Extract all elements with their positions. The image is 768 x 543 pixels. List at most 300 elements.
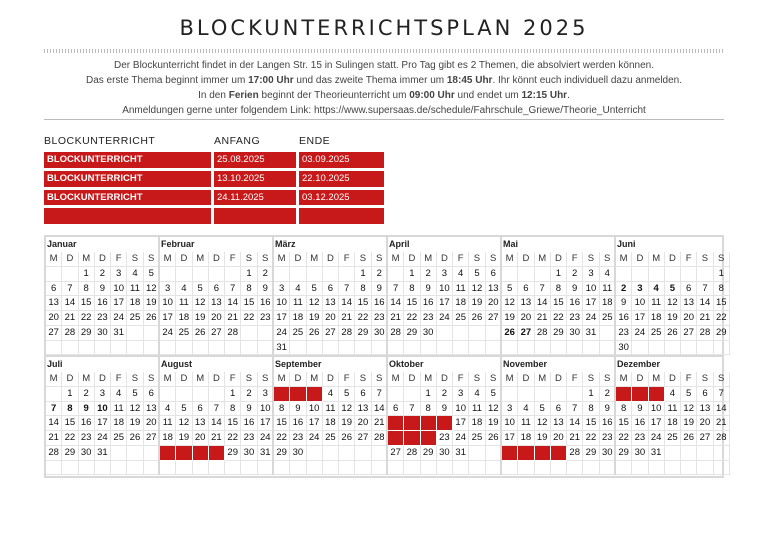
day-cell: 17 (160, 311, 176, 326)
month-name: Juli (47, 359, 63, 369)
empty-day-cell (551, 341, 567, 356)
day-cell: 1 (62, 387, 78, 402)
day-cell: 19 (681, 416, 697, 431)
block-table (44, 135, 384, 224)
month-name: Februar (161, 239, 195, 249)
day-cell: 15 (225, 416, 241, 431)
day-cell: 21 (339, 311, 355, 326)
empty-day-cell (225, 267, 241, 282)
block-day-cell: 24 (502, 446, 518, 461)
day-cell: 2 (372, 267, 388, 282)
empty-day-cell (404, 461, 420, 476)
empty-day-cell (649, 461, 665, 476)
block-end (299, 208, 384, 224)
month-juli (46, 357, 158, 475)
day-cell: 20 (355, 416, 371, 431)
empty-day-cell (583, 341, 599, 356)
day-cell: 30 (600, 446, 616, 461)
weekday-label: D (323, 372, 339, 387)
empty-day-cell (241, 341, 257, 356)
day-cell: 22 (79, 311, 95, 326)
block-day-cell: 1 (274, 387, 290, 402)
day-cell: 8 (404, 282, 420, 297)
day-cell: 22 (404, 311, 420, 326)
weekday-label: F (453, 252, 469, 267)
weekday-label: S (127, 252, 143, 267)
day-cell: 20 (193, 431, 209, 446)
day-cell: 12 (535, 416, 551, 431)
day-cell: 18 (127, 296, 143, 311)
weekday-label: D (665, 252, 681, 267)
day-cell: 9 (632, 402, 648, 417)
weekday-label: S (486, 372, 502, 387)
day-cell: 26 (193, 326, 209, 341)
day-cell: 7 (567, 402, 583, 417)
day-cell: 24 (274, 326, 290, 341)
day-cell: 5 (307, 282, 323, 297)
day-cell: 23 (95, 311, 111, 326)
empty-day-cell (111, 341, 127, 356)
day-cell: 3 (160, 282, 176, 297)
day-cell: 31 (649, 446, 665, 461)
day-cell: 11 (453, 282, 469, 297)
empty-day-cell (649, 341, 665, 356)
day-cell: 18 (649, 311, 665, 326)
day-cell: 28 (404, 446, 420, 461)
weekday-label: D (404, 372, 420, 387)
month-grid (502, 252, 616, 355)
empty-day-cell (469, 446, 485, 461)
intro-emphasis: 12:15 Uhr (521, 90, 568, 101)
month-januar (46, 237, 158, 355)
empty-day-cell (697, 341, 713, 356)
day-cell: 21 (372, 416, 388, 431)
day-cell: 28 (697, 326, 713, 341)
day-cell: 24 (453, 431, 469, 446)
title-divider (44, 49, 724, 53)
weekday-label: S (258, 252, 274, 267)
weekday-label: F (567, 372, 583, 387)
day-cell: 24 (160, 326, 176, 341)
day-cell: 25 (600, 311, 616, 326)
day-cell: 18 (290, 311, 306, 326)
empty-day-cell (404, 341, 420, 356)
day-cell: 20 (551, 431, 567, 446)
month-name: Oktober (389, 359, 424, 369)
empty-day-cell (355, 446, 371, 461)
empty-day-cell (665, 267, 681, 282)
empty-day-cell (111, 446, 127, 461)
day-cell: 4 (160, 402, 176, 417)
day-cell: 9 (290, 402, 306, 417)
weekday-label: M (535, 252, 551, 267)
empty-day-cell (307, 446, 323, 461)
day-cell: 28 (535, 326, 551, 341)
empty-day-cell (307, 461, 323, 476)
month-name: Juni (617, 239, 636, 249)
empty-day-cell (79, 341, 95, 356)
block-day-cell: 14 (404, 416, 420, 431)
weekday-label: M (649, 252, 665, 267)
month-oktober (388, 357, 500, 475)
day-cell: 22 (714, 311, 730, 326)
intro-emphasis: 09:00 Uhr (409, 90, 455, 101)
weekday-label: D (551, 372, 567, 387)
empty-day-cell (111, 461, 127, 476)
weekday-label: M (193, 372, 209, 387)
block-day-cell: 27 (193, 446, 209, 461)
day-cell: 18 (600, 296, 616, 311)
day-cell: 9 (258, 282, 274, 297)
day-cell: 26 (469, 311, 485, 326)
day-cell: 18 (111, 416, 127, 431)
empty-day-cell (583, 461, 599, 476)
empty-day-cell (127, 341, 143, 356)
day-cell: 5 (681, 387, 697, 402)
month-name: August (161, 359, 192, 369)
weekday-label: D (62, 372, 78, 387)
empty-day-cell (339, 267, 355, 282)
day-cell: 11 (649, 296, 665, 311)
weekday-label: D (95, 372, 111, 387)
day-cell: 26 (127, 431, 143, 446)
empty-day-cell (697, 267, 713, 282)
day-cell: 30 (616, 341, 632, 356)
empty-day-cell (535, 387, 551, 402)
block-row (44, 171, 384, 187)
day-cell: 19 (502, 311, 518, 326)
day-cell: 11 (160, 416, 176, 431)
day-cell: 23 (600, 431, 616, 446)
day-cell: 3 (274, 282, 290, 297)
weekday-label: D (518, 372, 534, 387)
empty-day-cell (176, 387, 192, 402)
day-cell: 3 (502, 402, 518, 417)
day-cell: 17 (258, 416, 274, 431)
day-cell: 8 (62, 402, 78, 417)
day-cell: 8 (241, 282, 257, 297)
empty-day-cell (469, 341, 485, 356)
month-grid (616, 372, 730, 475)
day-cell: 27 (46, 326, 62, 341)
day-cell: 6 (355, 387, 371, 402)
empty-day-cell (160, 461, 176, 476)
day-cell: 9 (241, 402, 257, 417)
day-cell: 19 (176, 431, 192, 446)
day-cell: 29 (551, 326, 567, 341)
day-cell: 14 (339, 296, 355, 311)
block-day-cell: 3 (649, 387, 665, 402)
weekday-label: S (469, 372, 485, 387)
day-cell: 29 (583, 446, 599, 461)
intro-text-segment: Anmeldungen gerne unter folgendem Link: https://www.supersaas.de/schedule/Fahrschule_Griewe/Theorie_Unterricht (122, 105, 646, 116)
day-cell: 11 (323, 402, 339, 417)
empty-day-cell (535, 341, 551, 356)
weekday-label: M (307, 372, 323, 387)
day-cell: 31 (258, 446, 274, 461)
day-cell: 15 (274, 416, 290, 431)
weekday-label: S (372, 372, 388, 387)
empty-day-cell (518, 267, 534, 282)
day-cell: 31 (583, 326, 599, 341)
day-cell: 24 (307, 431, 323, 446)
empty-day-cell (209, 461, 225, 476)
month-grid (616, 252, 730, 355)
day-cell: 7 (697, 282, 713, 297)
day-cell: 5 (535, 402, 551, 417)
weekday-label: S (241, 372, 257, 387)
empty-day-cell (62, 341, 78, 356)
day-cell: 25 (290, 326, 306, 341)
day-cell: 11 (111, 402, 127, 417)
day-cell: 22 (241, 311, 257, 326)
empty-day-cell (79, 461, 95, 476)
month-juni (616, 237, 728, 355)
day-cell: 7 (62, 282, 78, 297)
empty-day-cell (551, 461, 567, 476)
empty-day-cell (46, 341, 62, 356)
day-cell: 12 (502, 296, 518, 311)
empty-day-cell (95, 341, 111, 356)
day-cell: 28 (372, 431, 388, 446)
day-cell: 12 (307, 296, 323, 311)
day-cell: 14 (697, 296, 713, 311)
day-cell: 3 (632, 282, 648, 297)
day-cell: 14 (567, 416, 583, 431)
empty-day-cell (127, 446, 143, 461)
weekday-label: S (144, 372, 160, 387)
day-cell: 3 (95, 387, 111, 402)
weekday-label: S (144, 252, 160, 267)
empty-day-cell (502, 341, 518, 356)
day-cell: 6 (551, 402, 567, 417)
day-cell: 4 (111, 387, 127, 402)
day-cell: 3 (258, 387, 274, 402)
day-cell: 10 (111, 282, 127, 297)
block-row (44, 190, 384, 206)
weekday-label: D (62, 252, 78, 267)
day-cell: 27 (486, 311, 502, 326)
day-cell: 21 (209, 431, 225, 446)
empty-day-cell (567, 461, 583, 476)
day-cell: 8 (274, 402, 290, 417)
weekday-label: S (486, 252, 502, 267)
day-cell: 29 (404, 326, 420, 341)
empty-day-cell (339, 341, 355, 356)
day-cell: 16 (421, 296, 437, 311)
empty-day-cell (388, 267, 404, 282)
header-ende: ENDE (299, 135, 331, 147)
day-cell: 12 (127, 402, 143, 417)
block-name: BLOCKUNTERRICHT (44, 171, 211, 187)
weekday-label: M (421, 252, 437, 267)
day-cell: 23 (241, 431, 257, 446)
block-day-cell: 20 (388, 431, 404, 446)
day-cell: 17 (274, 311, 290, 326)
day-cell: 16 (600, 416, 616, 431)
intro-line (30, 58, 738, 73)
day-cell: 27 (209, 326, 225, 341)
empty-day-cell (665, 461, 681, 476)
day-cell: 14 (714, 402, 730, 417)
day-cell: 4 (127, 267, 143, 282)
day-cell: 14 (388, 296, 404, 311)
empty-day-cell (127, 461, 143, 476)
weekday-label: M (274, 252, 290, 267)
day-cell: 6 (486, 267, 502, 282)
day-cell: 27 (144, 431, 160, 446)
day-cell: 23 (421, 311, 437, 326)
day-cell: 11 (127, 282, 143, 297)
month-februar (160, 237, 272, 355)
empty-day-cell (502, 387, 518, 402)
block-day-cell: 27 (551, 446, 567, 461)
day-cell: 15 (241, 296, 257, 311)
day-cell: 24 (649, 431, 665, 446)
day-cell: 18 (469, 416, 485, 431)
weekday-label: D (323, 252, 339, 267)
block-table-header (44, 135, 384, 149)
day-cell: 16 (290, 416, 306, 431)
day-cell: 5 (469, 267, 485, 282)
weekday-label: D (209, 252, 225, 267)
day-cell: 10 (649, 402, 665, 417)
weekday-label: S (469, 252, 485, 267)
day-cell: 21 (46, 431, 62, 446)
block-day-cell: 21 (404, 431, 420, 446)
day-cell: 4 (453, 267, 469, 282)
block-start (214, 208, 296, 224)
day-cell: 17 (649, 416, 665, 431)
day-cell: 16 (79, 416, 95, 431)
day-cell: 30 (567, 326, 583, 341)
day-cell: 30 (241, 446, 257, 461)
day-cell: 11 (518, 416, 534, 431)
day-cell: 8 (714, 282, 730, 297)
empty-day-cell (274, 461, 290, 476)
day-cell: 19 (665, 311, 681, 326)
month-name: April (389, 239, 410, 249)
day-cell: 22 (355, 311, 371, 326)
day-cell: 15 (714, 296, 730, 311)
day-cell: 25 (176, 326, 192, 341)
empty-day-cell (339, 461, 355, 476)
empty-day-cell (551, 387, 567, 402)
empty-day-cell (307, 341, 323, 356)
block-name (44, 208, 211, 224)
weekday-label: M (193, 252, 209, 267)
empty-day-cell (339, 446, 355, 461)
block-day-cell: 15 (421, 416, 437, 431)
weekday-label: D (290, 252, 306, 267)
empty-day-cell (469, 461, 485, 476)
day-cell: 14 (225, 296, 241, 311)
day-cell: 4 (290, 282, 306, 297)
empty-day-cell (421, 341, 437, 356)
day-cell: 6 (209, 282, 225, 297)
weekday-label: M (79, 252, 95, 267)
day-cell: 24 (583, 311, 599, 326)
day-cell: 13 (551, 416, 567, 431)
day-cell: 4 (665, 387, 681, 402)
day-cell: 26 (307, 326, 323, 341)
intro-text-segment: und endet um (454, 90, 522, 101)
day-cell: 8 (551, 282, 567, 297)
empty-day-cell (290, 341, 306, 356)
empty-day-cell (323, 461, 339, 476)
day-cell: 2 (600, 387, 616, 402)
block-day-cell: 25 (160, 446, 176, 461)
month-name: Dezember (617, 359, 661, 369)
month-grid (160, 372, 274, 475)
day-cell: 1 (714, 267, 730, 282)
month-name: Mai (503, 239, 519, 249)
day-cell: 13 (486, 282, 502, 297)
day-cell: 30 (632, 446, 648, 461)
month-grid (388, 372, 502, 475)
day-cell: 6 (697, 387, 713, 402)
weekday-label: M (274, 372, 290, 387)
empty-day-cell (681, 267, 697, 282)
day-cell: 15 (616, 416, 632, 431)
day-cell: 4 (176, 282, 192, 297)
day-cell: 22 (225, 431, 241, 446)
day-cell: 20 (46, 311, 62, 326)
day-cell: 27 (355, 431, 371, 446)
day-cell: 26 (681, 431, 697, 446)
empty-day-cell (160, 387, 176, 402)
empty-day-cell (567, 341, 583, 356)
empty-day-cell (193, 267, 209, 282)
weekday-label: S (600, 252, 616, 267)
weekday-label: S (600, 372, 616, 387)
day-cell: 17 (437, 296, 453, 311)
day-cell: 18 (665, 416, 681, 431)
day-cell: 7 (372, 387, 388, 402)
day-cell: 19 (486, 416, 502, 431)
block-day-cell: 1 (616, 387, 632, 402)
day-cell: 9 (95, 282, 111, 297)
day-cell: 20 (518, 311, 534, 326)
empty-day-cell (307, 267, 323, 282)
empty-day-cell (46, 461, 62, 476)
day-cell: 13 (323, 296, 339, 311)
month-grid (46, 372, 160, 475)
month-name: November (503, 359, 548, 369)
weekday-label: M (502, 252, 518, 267)
intro-text-segment: In den (198, 90, 229, 101)
weekday-label: D (404, 252, 420, 267)
day-cell: 25 (665, 431, 681, 446)
day-cell: 23 (437, 431, 453, 446)
day-cell: 29 (355, 326, 371, 341)
weekday-label: S (714, 252, 730, 267)
weekday-label: D (551, 252, 567, 267)
weekday-label: M (307, 252, 323, 267)
intro-divider (44, 119, 724, 120)
weekday-label: F (225, 372, 241, 387)
day-cell: 6 (323, 282, 339, 297)
day-cell: 15 (355, 296, 371, 311)
block-row (44, 208, 384, 224)
weekday-label: S (583, 372, 599, 387)
day-cell: 5 (665, 282, 681, 297)
day-cell: 9 (372, 282, 388, 297)
weekday-label: M (421, 372, 437, 387)
header-anfang: ANFANG (214, 135, 261, 147)
empty-day-cell (323, 341, 339, 356)
day-cell: 11 (665, 402, 681, 417)
